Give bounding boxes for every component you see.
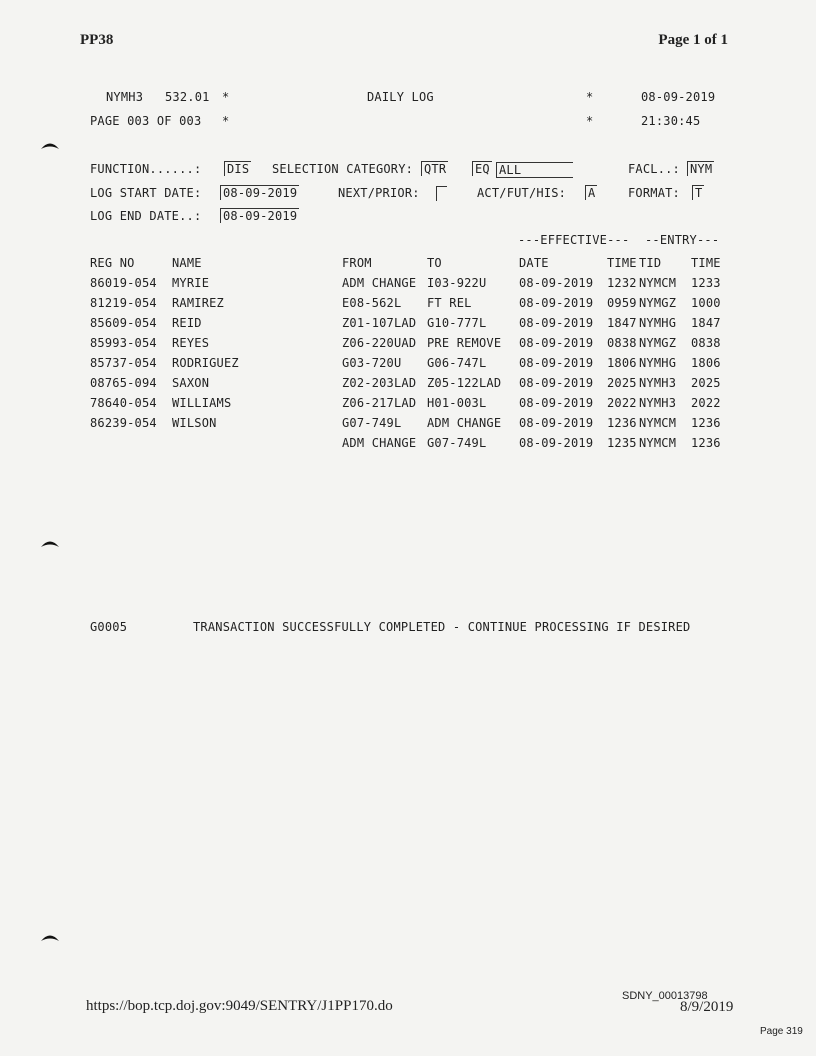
footer-url: https://bop.tcp.doj.gov:9049/SENTRY/J1PP170.do	[86, 998, 393, 1014]
effective-time: 1236	[607, 416, 637, 430]
page-indicator: PAGE 003 OF 003	[90, 114, 202, 128]
column-header-from: FROM	[342, 256, 372, 270]
function-label: FUNCTION......:	[90, 162, 202, 176]
to-location: I03-922U	[427, 276, 487, 290]
eq-field[interactable]: EQ	[470, 162, 492, 176]
entry-time: 1233	[691, 276, 721, 290]
selection-category-label: SELECTION CATEGORY:	[272, 162, 414, 176]
entry-time: 1236	[691, 436, 721, 450]
inmate-name: REYES	[172, 336, 210, 350]
format-label: FORMAT:	[628, 186, 680, 200]
effective-date: 08-09-2019	[519, 416, 594, 430]
reg-no: 78640-054	[90, 396, 157, 410]
effective-date: 08-09-2019	[519, 396, 594, 410]
reg-no: 85737-054	[90, 356, 157, 370]
bates-number: SDNY_00013798	[622, 990, 708, 1002]
footer-date: 8/9/2019	[680, 999, 734, 1015]
entry-tid: NYMH3	[639, 376, 677, 390]
terminal-code: NYMH3	[106, 90, 144, 104]
column-header-date: DATE	[519, 256, 549, 270]
log-start-label: LOG START DATE:	[90, 186, 202, 200]
to-location: G07-749L	[427, 436, 487, 450]
table-row	[90, 336, 727, 356]
inmate-name	[172, 436, 342, 456]
to-location: PRE REMOVE	[427, 336, 502, 350]
effective-group-header: ---EFFECTIVE---	[518, 233, 630, 247]
header-star: *	[586, 114, 594, 128]
table-row	[90, 436, 727, 456]
effective-time: 1806	[607, 356, 637, 370]
from-location: E08-562L	[342, 296, 402, 310]
to-location: ADM CHANGE	[427, 416, 502, 430]
punch-hole-icon	[40, 140, 60, 150]
table-row	[90, 296, 727, 316]
selection-category-field[interactable]: QTR	[419, 162, 448, 176]
table-row	[90, 316, 727, 336]
header-star: *	[586, 90, 594, 104]
entry-time: 1806	[691, 356, 721, 370]
table-row	[90, 276, 727, 296]
next-prior-label: NEXT/PRIOR:	[338, 186, 420, 200]
effective-date: 08-09-2019	[519, 296, 594, 310]
entry-tid: NYMCM	[639, 276, 677, 290]
transaction-number: 532.01	[165, 90, 210, 104]
entry-time: 2022	[691, 396, 721, 410]
reg-no: 86019-054	[90, 276, 157, 290]
entry-tid: NYMGZ	[639, 336, 677, 350]
column-header-to: TO	[427, 256, 442, 270]
header-mark: *	[222, 90, 230, 104]
from-location: ADM CHANGE	[342, 436, 417, 450]
punch-hole-icon	[40, 538, 60, 548]
table-header-row	[90, 256, 727, 276]
entry-time: 1000	[691, 296, 721, 310]
log-table	[90, 256, 727, 456]
header-mark: *	[222, 114, 230, 128]
table-row	[90, 376, 727, 396]
reg-no	[90, 436, 172, 456]
page-stamp: Page 319	[760, 1026, 803, 1037]
facl-label: FACL..:	[628, 162, 680, 176]
entry-tid: NYMHG	[639, 316, 677, 330]
entry-tid: NYMGZ	[639, 296, 677, 310]
punch-hole-icon	[40, 932, 60, 942]
effective-time: 1235	[607, 436, 637, 450]
facl-field[interactable]: NYM	[685, 162, 714, 176]
from-location: ADM CHANGE	[342, 276, 417, 290]
effective-time: 0959	[607, 296, 637, 310]
from-location: G03-720U	[342, 356, 402, 370]
entry-time: 0838	[691, 336, 721, 350]
table-row	[90, 356, 727, 376]
column-header-entry-time: TIME	[691, 256, 721, 270]
screen-date: 08-09-2019	[641, 90, 716, 104]
message-code: G0005	[90, 620, 128, 634]
to-location: Z05-122LAD	[427, 376, 502, 390]
log-start-field[interactable]: 08-09-2019	[218, 186, 299, 200]
effective-date: 08-09-2019	[519, 356, 594, 370]
to-location: G10-777L	[427, 316, 487, 330]
entry-group-header: --ENTRY---	[645, 233, 720, 247]
effective-date: 08-09-2019	[519, 316, 594, 330]
print-header-page: Page 1 of 1	[658, 32, 728, 48]
from-location: Z06-217LAD	[342, 396, 417, 410]
table-row	[90, 396, 727, 416]
reg-no: 86239-054	[90, 416, 157, 430]
effective-time: 0838	[607, 336, 637, 350]
function-field[interactable]: DIS	[222, 162, 251, 176]
status-message: TRANSACTION SUCCESSFULLY COMPLETED - CONTINUE PROCESSING IF DESIRED	[193, 620, 691, 634]
screen-time: 21:30:45	[641, 114, 701, 128]
to-location: G06-747L	[427, 356, 487, 370]
inmate-name: RODRIGUEZ	[172, 356, 239, 370]
column-header-reg-no: REG NO	[90, 256, 135, 270]
entry-time: 1236	[691, 416, 721, 430]
inmate-name: WILLIAMS	[172, 396, 232, 410]
from-location: Z02-203LAD	[342, 376, 417, 390]
to-location: H01-003L	[427, 396, 487, 410]
format-field[interactable]: T	[690, 186, 704, 200]
entry-time: 1847	[691, 316, 721, 330]
to-location: FT REL	[427, 296, 472, 310]
next-prior-field[interactable]	[436, 186, 447, 201]
from-location: G07-749L	[342, 416, 402, 430]
effective-time: 1232	[607, 276, 637, 290]
act-fut-his-field[interactable]: A	[583, 186, 597, 200]
reg-no: 85609-054	[90, 316, 157, 330]
log-end-label: LOG END DATE..:	[90, 209, 202, 223]
reg-no: 08765-094	[90, 376, 157, 390]
effective-time: 2025	[607, 376, 637, 390]
column-header-time: TIME	[607, 256, 637, 270]
effective-time: 2022	[607, 396, 637, 410]
entry-tid: NYMH3	[639, 396, 677, 410]
inmate-name: REID	[172, 316, 202, 330]
reg-no: 81219-054	[90, 296, 157, 310]
column-header-tid: TID	[639, 256, 662, 270]
log-end-field[interactable]: 08-09-2019	[218, 209, 299, 223]
effective-time: 1847	[607, 316, 637, 330]
effective-date: 08-09-2019	[519, 436, 594, 450]
inmate-name: MYRIE	[172, 276, 210, 290]
entry-time: 2025	[691, 376, 721, 390]
entry-tid: NYMCM	[639, 416, 677, 430]
from-location: Z01-107LAD	[342, 316, 417, 330]
inmate-name: WILSON	[172, 416, 217, 430]
all-field[interactable]: ALL	[494, 162, 573, 178]
from-location: Z06-220UAD	[342, 336, 417, 350]
inmate-name: SAXON	[172, 376, 210, 390]
effective-date: 08-09-2019	[519, 336, 594, 350]
screen-title: DAILY LOG	[367, 90, 434, 104]
entry-tid: NYMHG	[639, 356, 677, 370]
effective-date: 08-09-2019	[519, 276, 594, 290]
effective-date: 08-09-2019	[519, 376, 594, 390]
column-header-name: NAME	[172, 256, 202, 270]
inmate-name: RAMIREZ	[172, 296, 224, 310]
reg-no: 85993-054	[90, 336, 157, 350]
print-header-left: PP38	[80, 32, 114, 48]
act-fut-his-label: ACT/FUT/HIS:	[477, 186, 567, 200]
entry-tid: NYMCM	[639, 436, 677, 450]
table-row	[90, 416, 727, 436]
